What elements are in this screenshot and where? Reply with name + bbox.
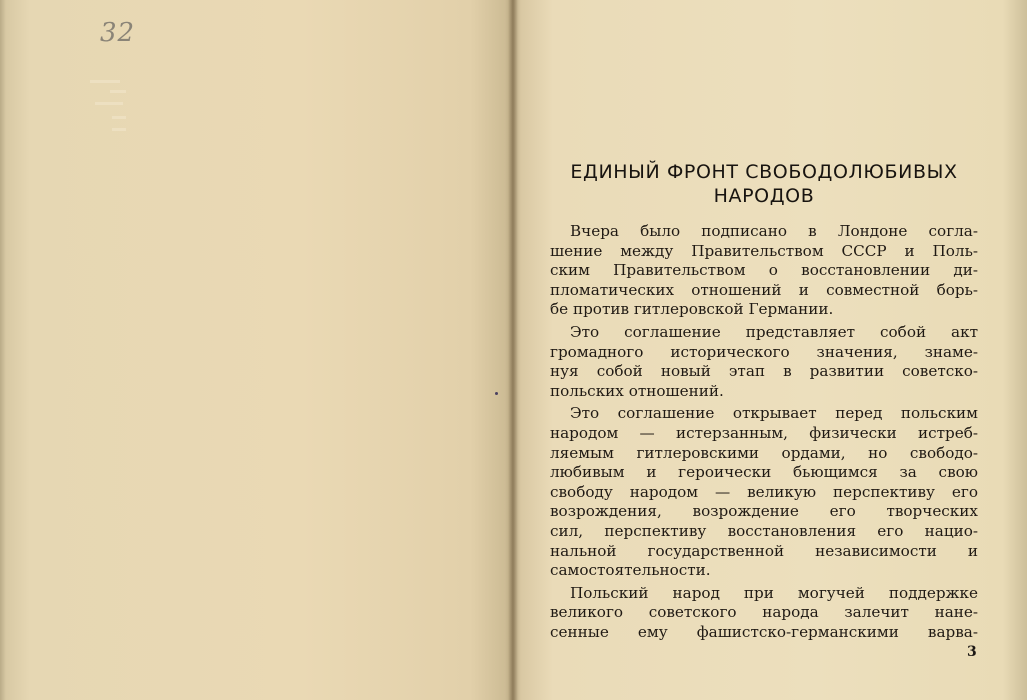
text-line: сенные ему фашистско-германскими варва- (550, 622, 978, 641)
text-line: любивым и героически бьющимся за свою (550, 463, 978, 482)
text-line: шение между Правительством СССР и Поль- (550, 241, 978, 260)
text-line: ским Правительством о восстановлении ди- (550, 261, 978, 280)
text-line: великого советского народа залечит нане- (550, 603, 978, 622)
text-line: Это соглашение открывает перед польским (570, 404, 978, 423)
left-page (0, 0, 513, 700)
text-line: нуя собой новый этап в развитии советско- (550, 362, 978, 381)
embossed-impression (90, 80, 130, 135)
text-line: народом — истерзанным, физически истреб- (550, 423, 978, 442)
paragraph-2 (550, 323, 978, 401)
handwritten-page-number: 32 (100, 18, 136, 48)
page-number: 3 (967, 644, 977, 660)
text-line: Вчера было подписано в Лондоне согла- (570, 222, 978, 240)
text-line: бе против гитлеровской Германии. (550, 300, 834, 319)
article (550, 160, 978, 645)
heading-line-1: ЕДИНЫЙ ФРОНТ СВОБОДОЛЮБИВЫХ (570, 161, 958, 183)
text-line: сил, перспективу восстановления его нацио- (550, 521, 978, 540)
text-line: нальной государственной независимости и (550, 541, 978, 560)
ink-speck (495, 392, 498, 395)
heading-line-2: НАРОДОВ (713, 185, 815, 207)
text-line: ляемым гитлеровскими ордами, но свободо- (550, 443, 978, 462)
text-line: громадного исторического значения, знаме- (550, 342, 978, 361)
text-line: пломатических отношений и совместной борь- (550, 280, 978, 299)
text-line: самостоятельности. (550, 561, 711, 580)
article-heading (550, 160, 978, 208)
text-line: возрождения, возрождение его творческих (550, 502, 978, 521)
text-line: свободу народом — великую перспективу его (550, 482, 978, 501)
text-line: Это соглашение представляет собой акт (570, 322, 978, 341)
text-line: польских отношений. (550, 381, 724, 400)
book-gutter (508, 0, 518, 700)
text-line: Польский народ при могучей поддержке (570, 583, 978, 602)
paragraph-1 (550, 222, 978, 320)
paragraph-4 (550, 584, 978, 643)
paragraph-3 (550, 404, 978, 580)
